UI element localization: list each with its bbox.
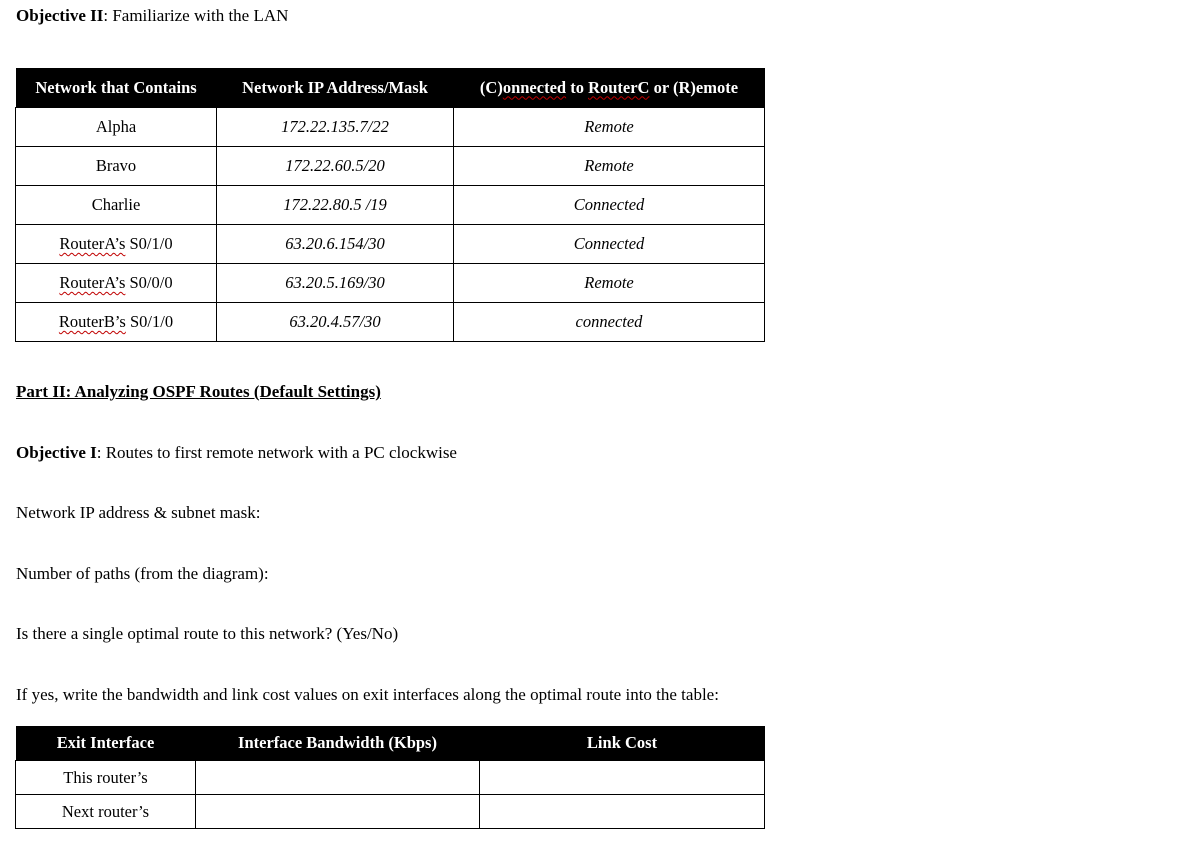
question-network: Network IP address & subnet mask: xyxy=(16,503,261,522)
cost-cell[interactable] xyxy=(480,795,765,829)
lan-header-ip: Network IP Address/Mask xyxy=(217,68,454,108)
network-router-name: RouterA’s xyxy=(59,273,126,292)
network-interface: S0/0/0 xyxy=(125,273,173,292)
route-header-cost: Link Cost xyxy=(480,726,765,761)
network-cell: Charlie xyxy=(16,186,217,225)
table-row xyxy=(16,186,765,225)
objective-2-text: : Familiarize with the LAN xyxy=(103,6,289,25)
question-optimal: Is there a single optimal route to this network? (Yes/No) xyxy=(16,624,399,643)
interface-cell: Next router’s xyxy=(16,795,196,829)
route-table xyxy=(15,726,765,829)
ip-cell: 172.22.135.7/22 xyxy=(217,108,454,147)
squiggle-routerc: RouterC xyxy=(588,77,650,97)
ip-cell: 172.22.60.5/20 xyxy=(217,147,454,186)
bandwidth-cell[interactable] xyxy=(196,795,480,829)
table-row xyxy=(16,761,765,795)
status-cell: Remote xyxy=(454,147,765,186)
status-cell: Connected xyxy=(454,186,765,225)
ip-cell: 63.20.4.57/30 xyxy=(217,303,454,342)
table-row xyxy=(16,264,765,303)
status-cell: Remote xyxy=(454,108,765,147)
lan-header-status: (C)onnected to RouterC or (R)emote xyxy=(454,68,765,108)
network-cell: Bravo xyxy=(16,147,217,186)
lan-header-network: Network that Contains xyxy=(16,68,217,108)
route-header-interface: Exit Interface xyxy=(16,726,196,761)
question-if-yes: If yes, write the bandwidth and link cost values on exit interfaces along the optimal route into the table: xyxy=(16,685,719,704)
network-router-name: RouterB’s xyxy=(58,312,126,331)
ip-cell: 63.20.6.154/30 xyxy=(217,225,454,264)
network-cell xyxy=(16,264,217,303)
interface-cell: This router’s xyxy=(16,761,196,795)
objective-1-heading xyxy=(16,443,457,463)
table-row xyxy=(16,147,765,186)
objective-1-label: Objective I xyxy=(16,443,97,462)
table-row xyxy=(16,108,765,147)
cost-cell[interactable] xyxy=(480,761,765,795)
lan-table-header-row xyxy=(16,68,765,108)
status-cell: Remote xyxy=(454,264,765,303)
route-header-bandwidth: Interface Bandwidth (Kbps) xyxy=(196,726,480,761)
lan-table xyxy=(15,68,765,342)
table-row xyxy=(16,303,765,342)
status-cell: connected xyxy=(454,303,765,342)
network-cell: Alpha xyxy=(16,108,217,147)
ip-cell: 63.20.5.169/30 xyxy=(217,264,454,303)
objective-2-heading xyxy=(16,6,288,26)
table-row xyxy=(16,795,765,829)
objective-1-text: : Routes to first remote network with a PC clockwise xyxy=(96,443,457,462)
network-cell xyxy=(16,303,217,342)
part-2-title: Part II: Analyzing OSPF Routes (Default Settings) xyxy=(16,382,381,401)
status-cell: Connected xyxy=(454,225,765,264)
table-row xyxy=(16,225,765,264)
network-cell xyxy=(16,225,217,264)
route-table-header-row xyxy=(16,726,765,761)
bandwidth-cell[interactable] xyxy=(196,761,480,795)
network-router-name: RouterA’s xyxy=(59,234,126,253)
objective-2-label: Objective II xyxy=(16,6,104,25)
ip-cell: 172.22.80.5 /19 xyxy=(217,186,454,225)
network-interface: S0/1/0 xyxy=(125,234,173,253)
squiggle-connected: onnected xyxy=(502,77,567,97)
network-interface: S0/1/0 xyxy=(125,312,174,331)
question-paths: Number of paths (from the diagram): xyxy=(16,564,269,583)
